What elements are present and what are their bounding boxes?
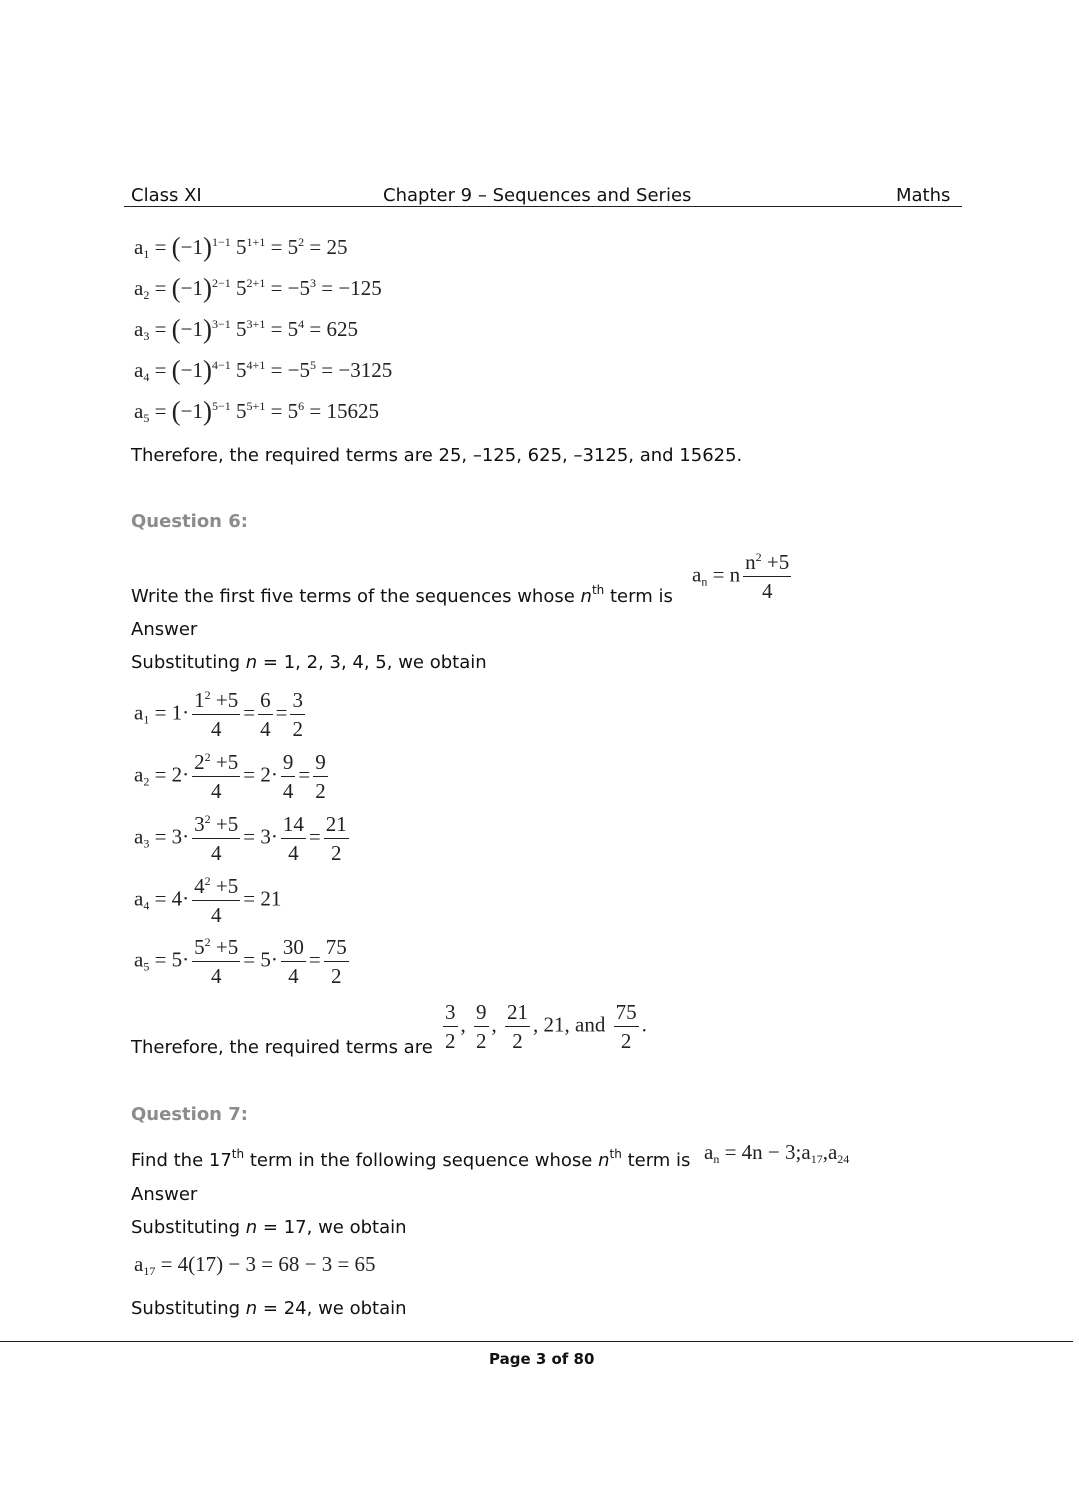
header-class: Class XI (131, 185, 202, 206)
q6-conclusion-terms (440, 998, 647, 1055)
term-exponent: 1−1 (212, 235, 231, 249)
base-exponent: 5+1 (246, 399, 266, 413)
header-rule (124, 206, 962, 207)
close-paren: ) (203, 355, 213, 385)
question-6-heading: Question 6: (131, 511, 248, 532)
term-index: 2 (143, 774, 150, 789)
page-number: Page 3 of 80 (489, 1350, 595, 1368)
fraction-denominator: 4 (210, 841, 222, 865)
numerator-expr: $4^2 +5$ (194, 874, 239, 898)
q7-substitution-24: Substituting n = 24, we obtain (131, 1298, 407, 1319)
term-value: = 21 (243, 886, 282, 911)
simplified-fraction (281, 748, 296, 805)
fraction-denominator: 2 (620, 1029, 632, 1053)
term-index: 3 (143, 836, 150, 851)
fraction-numerator: 75 (614, 998, 639, 1027)
term-value: = 25 (304, 235, 348, 259)
question-7-heading: Question 7: (131, 1104, 248, 1125)
fraction-denominator: 2 (512, 1029, 523, 1053)
numerator-exponent: 2 (204, 688, 211, 702)
fraction-numerator (192, 933, 240, 962)
term-exponent: 5−1 (212, 399, 231, 413)
result-fraction (290, 686, 305, 743)
term-fraction (192, 810, 240, 867)
close-paren: ) (203, 273, 213, 303)
q7-formula: $a_n = 4n$ − $3;a_{17},a_{24}$ (704, 1140, 850, 1166)
term-symbol: a (134, 358, 144, 382)
numerator-expr: $1^2 +5$ (194, 688, 239, 712)
q6-prompt: Write the first five terms of the sequences whose $n^{th}$ term is (131, 583, 673, 607)
q6-term-equation: $a_5 = 5\cdot$ $\frac{5^2 +5}{4}$ = 5· $\frac{30}{4}$ = $\frac{75}{2}$ (134, 935, 347, 988)
fraction-numerator: 75 (324, 933, 349, 962)
fraction-numerator: 9 (474, 998, 489, 1027)
conclusion-term-fraction (474, 998, 489, 1055)
term-fraction (192, 748, 240, 805)
fraction-numerator: 30 (281, 933, 306, 962)
open-paren: ( (171, 355, 181, 385)
term-symbol: a (134, 399, 144, 423)
term-symbol: a (134, 762, 144, 787)
formula-lhs: a (692, 562, 702, 587)
fraction-numerator: 21 (324, 810, 349, 839)
base-exponent: 2+1 (246, 276, 266, 290)
mid-exponent: 3 (310, 276, 317, 290)
footer-rule (0, 1341, 1073, 1342)
q6-answer-label: Answer (131, 619, 198, 640)
simplified-fraction (281, 810, 306, 867)
open-paren: ( (171, 232, 181, 262)
term-separator: . (641, 1012, 647, 1037)
q7-answer-label: Answer (131, 1184, 198, 1205)
conclusion-term-fraction (614, 998, 639, 1055)
fraction-numerator: 3 (443, 998, 458, 1027)
term-symbol: a (134, 235, 144, 259)
conclusion-term-fraction (505, 998, 530, 1055)
conclusion-term-fraction (443, 998, 458, 1055)
fraction-denominator: 4 (210, 779, 222, 803)
simplified-fraction (281, 933, 306, 990)
fraction-denominator: 4 (210, 903, 222, 927)
term-symbol: a (134, 947, 144, 972)
fraction-numerator: 3 (290, 686, 305, 715)
fraction-denominator: 4 (288, 964, 299, 988)
close-paren: ) (203, 314, 213, 344)
fraction-denominator: 2 (330, 841, 342, 865)
term-exponent: 4−1 (212, 358, 231, 372)
term-separator: , 21, and (533, 1012, 611, 1037)
fraction-numerator (192, 686, 240, 715)
term-index: 5 (143, 959, 150, 974)
fraction-numerator (192, 872, 240, 901)
fraction-denominator: 4 (210, 964, 222, 988)
term-index: 3 (143, 329, 150, 343)
q6-term-equation: $a_4 = 4\cdot$ $\frac{4^2 +5}{4}$ = 21 (134, 874, 282, 927)
term-value: = 15625 (304, 399, 380, 423)
fraction-denominator: 2 (315, 779, 326, 803)
numerator-exponent: 2 (204, 874, 211, 888)
open-paren: ( (171, 273, 181, 303)
q6-nth-term-formula: $a_n = n$ $\frac{n^2 +5}{4}$ (692, 550, 790, 603)
header-chapter: Chapter 9 – Sequences and Series (383, 185, 692, 206)
fraction-denominator: 2 (330, 964, 342, 988)
term-symbol: a (134, 317, 144, 341)
term-symbol: a (134, 700, 144, 725)
q7-substitution-17: Substituting n = 17, we obtain (131, 1217, 407, 1238)
term-index: 4 (143, 898, 150, 913)
open-paren: ( (171, 314, 181, 344)
fraction-denominator: 4 (260, 717, 271, 741)
numerator-exponent: 2 (204, 750, 211, 764)
q5-conclusion: Therefore, the required terms are 25, –125, 625, –3125, and 15625. (131, 445, 743, 466)
mid-exponent: 4 (298, 317, 305, 331)
numerator-expr: $5^2 +5$ (194, 935, 239, 959)
result-fraction (324, 933, 349, 990)
numerator-expr: $2^2 +5$ (194, 750, 239, 774)
open-paren: ( (171, 396, 181, 426)
term-symbol: a (134, 276, 144, 300)
q6-substitution: Substituting n = 1, 2, 3, 4, 5, we obtain (131, 652, 487, 673)
term-value: = 625 (304, 317, 359, 341)
q5-term-equation: $a_4 = (-1)^{4-1}$ $5^{4+1} = -5^5 = -3125$ (134, 355, 393, 385)
fraction-numerator: 9 (281, 748, 296, 777)
formula-fraction: $\frac{n^2 +5}{4}$ (745, 550, 790, 603)
term-separator: , (460, 1012, 471, 1037)
term-separator: , (491, 1012, 502, 1037)
term-index: 5 (143, 411, 150, 425)
q5-term-equation: $a_1 = (-1)^{1-1}$ $5^{1+1} = 5^2 = 25$ (134, 232, 348, 262)
result-fraction (313, 748, 328, 805)
fraction-denominator: 4 (210, 717, 222, 741)
result-fraction (324, 810, 349, 867)
fraction-numerator: 9 (313, 748, 328, 777)
fraction-numerator: 21 (505, 998, 530, 1027)
base-exponent: 3+1 (246, 317, 266, 331)
fraction-numerator: 6 (258, 686, 273, 715)
fraction-denominator: 4 (282, 779, 294, 803)
fraction-numerator: 14 (281, 810, 306, 839)
term-symbol: a (134, 824, 144, 849)
q6-term-equation: $a_3 = 3\cdot$ $\frac{3^2 +5}{4}$ = 3· $\frac{14}{4}$ = $\frac{21}{2}$ (134, 812, 347, 865)
fraction-denominator: 2 (445, 1029, 456, 1053)
term-index: 1 (143, 247, 150, 261)
term-value: = −3125 (316, 358, 393, 382)
term-index: 2 (143, 288, 150, 302)
mid-exponent: 6 (298, 399, 305, 413)
term-symbol: a (134, 886, 144, 911)
base-exponent: 1+1 (246, 235, 266, 249)
numerator-exponent: 2 (204, 935, 211, 949)
q5-term-equation: $a_5 = (-1)^{5-1}$ $5^{5+1} = 5^6 = 15625$ (134, 396, 380, 426)
close-paren: ) (203, 232, 213, 262)
mid-exponent: 5 (310, 358, 317, 372)
simplified-fraction (258, 686, 273, 743)
mid-exponent: 2 (298, 235, 305, 249)
term-exponent: 2−1 (212, 276, 231, 290)
term-fraction (192, 686, 240, 743)
q7-equation-a17: $a_{17} = 4(17) - 3 = 68 - 3 = 65$ (134, 1252, 376, 1278)
q6-term-equation: $a_1 = 1\cdot$ $\frac{1^2 +5}{4}$ = $\frac{6}{4}$ = $\frac{3}{2}$ (134, 688, 303, 741)
term-exponent: 3−1 (212, 317, 231, 331)
term-value: = −125 (316, 276, 382, 300)
numerator-expr: $3^2 +5$ (194, 812, 239, 836)
term-fraction (192, 933, 240, 990)
fraction-denominator: 4 (288, 841, 299, 865)
fraction-numerator (192, 810, 240, 839)
term-index: 4 (143, 370, 150, 384)
q6-term-equation: $a_2 = 2\cdot$ $\frac{2^2 +5}{4}$ = 2· $\frac{9}{4}$ = $\frac{9}{2}$ (134, 750, 326, 803)
numerator-exponent: 2 (204, 812, 211, 826)
q5-term-equation: $a_3 = (-1)^{3-1}$ $5^{3+1} = 5^4 = 625$ (134, 314, 359, 344)
fraction-denominator: 2 (292, 717, 303, 741)
close-paren: ) (203, 396, 213, 426)
q5-term-equation: $a_2 = (-1)^{2-1}$ $5^{2+1} = -5^3 = -125$ (134, 273, 382, 303)
header-subject: Maths (896, 185, 951, 206)
term-index: 1 (143, 712, 150, 727)
q7-prompt: Find the 17th term in the following sequence whose $n^{th}$ term is (131, 1147, 691, 1171)
fraction-numerator (192, 748, 240, 777)
fraction-denominator: 2 (476, 1029, 487, 1053)
base-exponent: 4+1 (246, 358, 266, 372)
term-fraction (192, 872, 240, 929)
q6-conclusion-text: Therefore, the required terms are (131, 1037, 433, 1058)
